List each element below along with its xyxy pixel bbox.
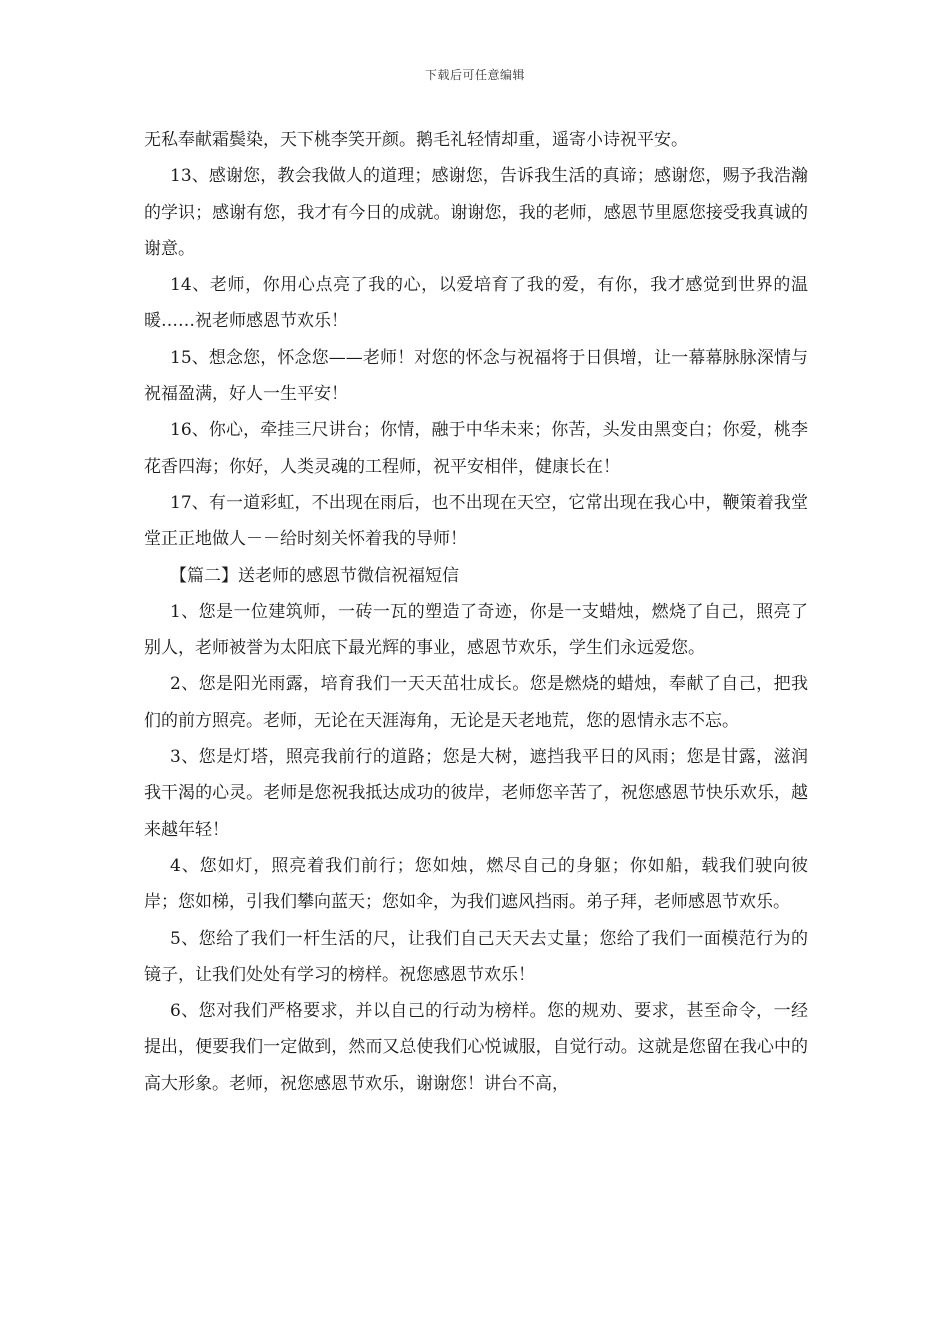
paragraph-item-1: 1、您是一位建筑师，一砖一瓦的塑造了奇迹，你是一支蜡烛，燃烧了自己，照亮了别人，老师被誉为太阳底下最光辉的事业，感恩节欢乐，学生们永远爱您。 — [144, 601, 808, 659]
paragraph-item-13: 13、感谢您，教会我做人的道理；感谢您，告诉我生活的真谛；感谢您，赐予我浩瀚的学识；感谢有您，我才有今日的成就。谢谢您，我的老师，感恩节里愿您接受我真诚的谢意。 — [144, 166, 808, 259]
section-title-part-two: 【篇二】送老师的感恩节微信祝福短信 — [170, 565, 459, 586]
paragraph-item-4: 4、您如灯，照亮着我们前行；您如烛，燃尽自己的身躯；你如船，载我们驶向彼岸；您如梯，引我们攀向蓝天；您如伞，为我们遮风挡雨。弟子拜，老师感恩节欢乐。 — [144, 855, 808, 913]
paragraph-item-17: 17、有一道彩虹，不出现在雨后，也不出现在天空，它常出现在我心中，鞭策着我堂堂正正地做人－－给时刻关怀着我的导师！ — [144, 492, 808, 550]
paragraph-item-3: 3、您是灯塔，照亮我前行的道路；您是大树，遮挡我平日的风雨；您是甘露，滋润我干渴的心灵。老师是您祝我抵达成功的彼岸，老师您辛苦了，祝您感恩节快乐欢乐，越来越年轻！ — [144, 747, 808, 840]
paragraph-item-2: 2、您是阳光雨露，培育我们一天天茁壮成长。您是燃烧的蜡烛，奉献了自己，把我们的前方照亮。老师，无论在天涯海角，无论是天老地荒，您的恩情永志不忘。 — [144, 674, 808, 731]
paragraph-item-16: 16、你心，牵挂三尺讲台；你情，融于中华未来；你苦，头发由黑变白；你爱，桃李花香四海；你好，人类灵魂的工程师，祝平安相伴，健康长在！ — [144, 420, 808, 477]
paragraph-item-5: 5、您给了我们一杆生活的尺，让我们自己天天去丈量；您给了我们一面模范行为的镜子，让我们处处有学习的榜样。祝您感恩节欢乐！ — [144, 928, 808, 985]
paragraph-item-15: 15、想念您，怀念您——老师！对您的怀念与祝福将于日俱增，让一幕幕脉脉深情与祝福盈满，好人一生平安！ — [144, 347, 808, 405]
page-header: 下载后可任意编辑 — [424, 68, 525, 82]
paragraph-item-6: 6、您对我们严格要求，并以自己的行动为榜样。您的规劝、要求，甚至命令，一经提出，便要我们一定做到，然而又总使我们心悦诚服，自觉行动。这就是您留在我心中的高大形象。老师，祝您感恩节欢乐，谢谢您！讲台不高， — [144, 1001, 808, 1094]
document-body — [144, 122, 808, 1102]
paragraph-item-14: 14、老师，你用心点亮了我的心，以爱培育了我的爱，有你，我才感觉到世界的温暖……祝老师感恩节欢乐！ — [144, 275, 808, 332]
paragraph-intro-verse: 无私奉献霜鬓染，天下桃李笑开颜。鹅毛礼轻情却重，遥寄小诗祝平安。 — [144, 130, 688, 150]
